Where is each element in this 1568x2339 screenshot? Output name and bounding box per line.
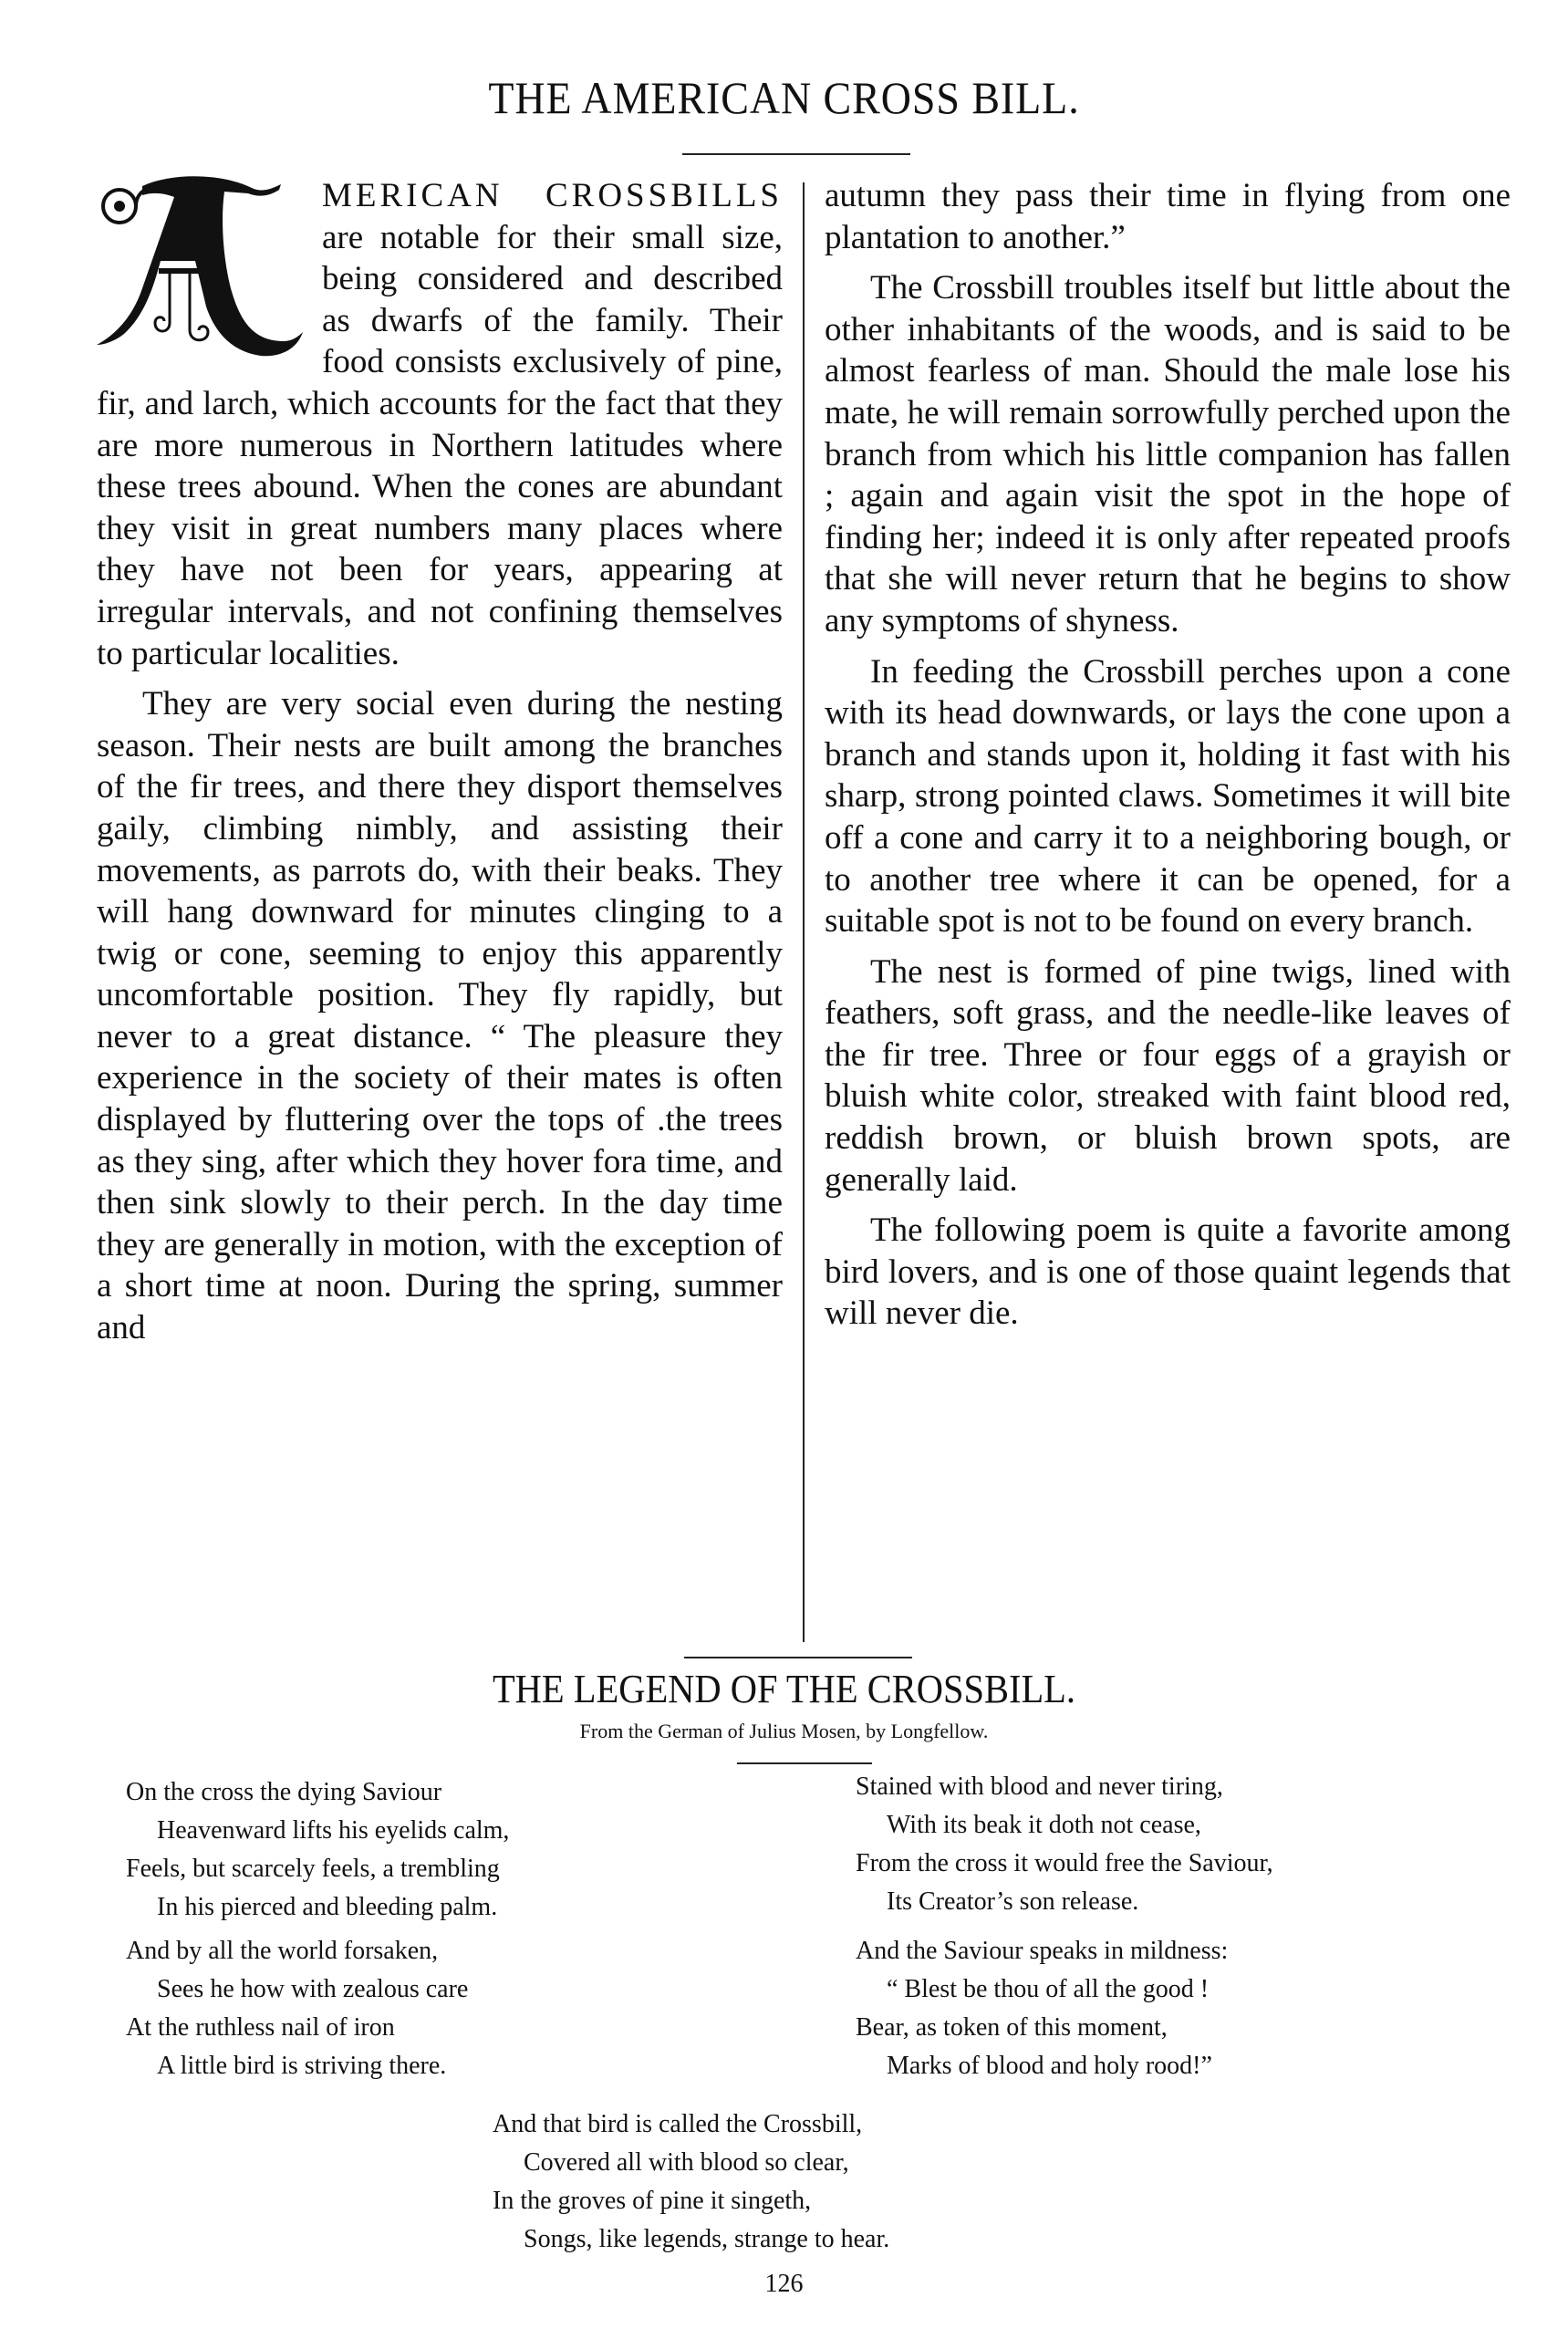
poem-stanza-5 — [493, 2105, 889, 2259]
poem-line: And that bird is called the Crossbill, — [493, 2110, 863, 2138]
poem-stanza-3 — [856, 1768, 1273, 1921]
poem-line: Marks of blood and holy rood!” — [887, 2052, 1212, 2080]
column-divider — [803, 182, 805, 1642]
paragraph-1-text: are notable for their small size, being considered and described as dwarfs of the family. Their food consists exclusively of pine, fir, and larch, which accounts for the fact that they are more numerous in Northern latitudes where these trees abound. When the cones are abundant they visit in great numbers many places where they have not been for years, appearing at irregular intervals, and not confining themselves to particular localities. — [97, 218, 783, 672]
paragraph-4: The Crossbill troubles itself but little about the other inhabitants of the woods, and is said to be almost fearless of man. Should the male lose his mate, he will remain sorrowfully perched upon the branch from which his little companion has fallen ; again and again visit the spot in the hope of finding her; indeed it is only after repeated proofs that she will never return that he begins to show any symptoms of shyness. — [825, 269, 1511, 639]
poem-line: Songs, like legends, strange to hear. — [524, 2225, 890, 2253]
page-number: 126 — [764, 2270, 804, 2298]
paragraph-1 — [97, 175, 783, 674]
poem-rule — [737, 1762, 872, 1764]
paragraph-3: autumn they pass their time in flying from one plantation to another.” — [825, 177, 1511, 256]
poem-line: Its Creator’s son release. — [887, 1887, 1139, 1916]
right-column — [825, 175, 1511, 1344]
paragraph-5: In feeding the Crossbill perches upon a cone with its head downwards, or lays the cone upon a branch and stands upon it, holding it fast with his sharp, strong pointed claws. Sometimes it will bite off a cone and carry it to a neighboring bough, or to another tree where it can be opened, for a suitable spot is not to be found on every branch. — [825, 652, 1511, 941]
paragraph-7: The following poem is quite a favorite among bird lovers, and is one of those quaint legends that will never die. — [825, 1211, 1511, 1333]
poem-line: On the cross the dying Saviour — [126, 1778, 442, 1806]
poem-line: In the groves of pine it singeth, — [493, 2187, 812, 2215]
paragraph-2: They are very social even during the nesting season. Their nests are built among the branches of the fir trees, and there they disport themselves gaily, climbing nimbly, and assisting their movements, as parrots do, with their beaks. They will hang downward for minutes clinging to a twig or cone, seeming to enjoy this apparently uncomfortable position. They fly rapidly, but never to a great distance. “ The pleasure they experience in the society of their mates is often displayed by fluttering over the tops of .the trees as they sing, after which they hover fora time, and then sink slowly to their perch. In the day time they are generally in motion, with the exception of a short time at noon. During the spring, summer and — [97, 685, 783, 1347]
title-rule — [682, 153, 910, 155]
ornamental-drop-cap-a-icon — [88, 170, 311, 361]
poem-subtitle: From the German of Julius Mosen, by Longfellow. — [579, 1720, 989, 1742]
poem-line: And by all the world forsaken, — [126, 1937, 439, 1965]
poem-line: Heavenward lifts his eyelids calm, — [157, 1816, 510, 1845]
poem-line: Stained with blood and never tiring, — [856, 1772, 1223, 1801]
section-rule — [684, 1657, 912, 1658]
poem-line: With its beak it doth not cease, — [887, 1811, 1201, 1839]
poem-stanza-1 — [126, 1773, 509, 1927]
poem-title: THE LEGEND OF THE CROSSBILL. — [492, 1667, 1076, 1711]
left-column — [97, 175, 783, 1358]
article-title: THE AMERICAN CROSS BILL. — [488, 72, 1080, 123]
poem-line: Covered all with blood so clear, — [524, 2148, 849, 2177]
poem-line: A little bird is striving there. — [157, 2052, 447, 2080]
poem-line: From the cross it would free the Saviour, — [856, 1849, 1273, 1877]
paragraph-6: The nest is formed of pine twigs, lined with feathers, soft grass, and the needle-like leaves of the fir tree. Three or four eggs of a grayish or bluish white color, streaked with faint blood red, reddish brown, or bluish brown spots, are generally laid. — [825, 952, 1511, 1199]
poem-line: Feels, but scarcely feels, a trembling — [126, 1855, 500, 1883]
poem-stanza-4 — [856, 1932, 1228, 2085]
poem-line: In his pierced and bleeding palm. — [157, 1893, 498, 1921]
poem-line: And the Saviour speaks in mildness: — [856, 1937, 1229, 1965]
poem-stanza-2 — [126, 1932, 468, 2085]
opening-smallcaps: MERICAN CROSSBILLS — [322, 177, 783, 214]
poem-line: Bear, as token of this moment, — [856, 2013, 1168, 2042]
poem-line: At the ruthless nail of iron — [126, 2013, 395, 2042]
poem-line: “ Blest be thou of all the good ! — [887, 1975, 1210, 2003]
poem-line: Sees he how with zealous care — [157, 1975, 469, 2003]
